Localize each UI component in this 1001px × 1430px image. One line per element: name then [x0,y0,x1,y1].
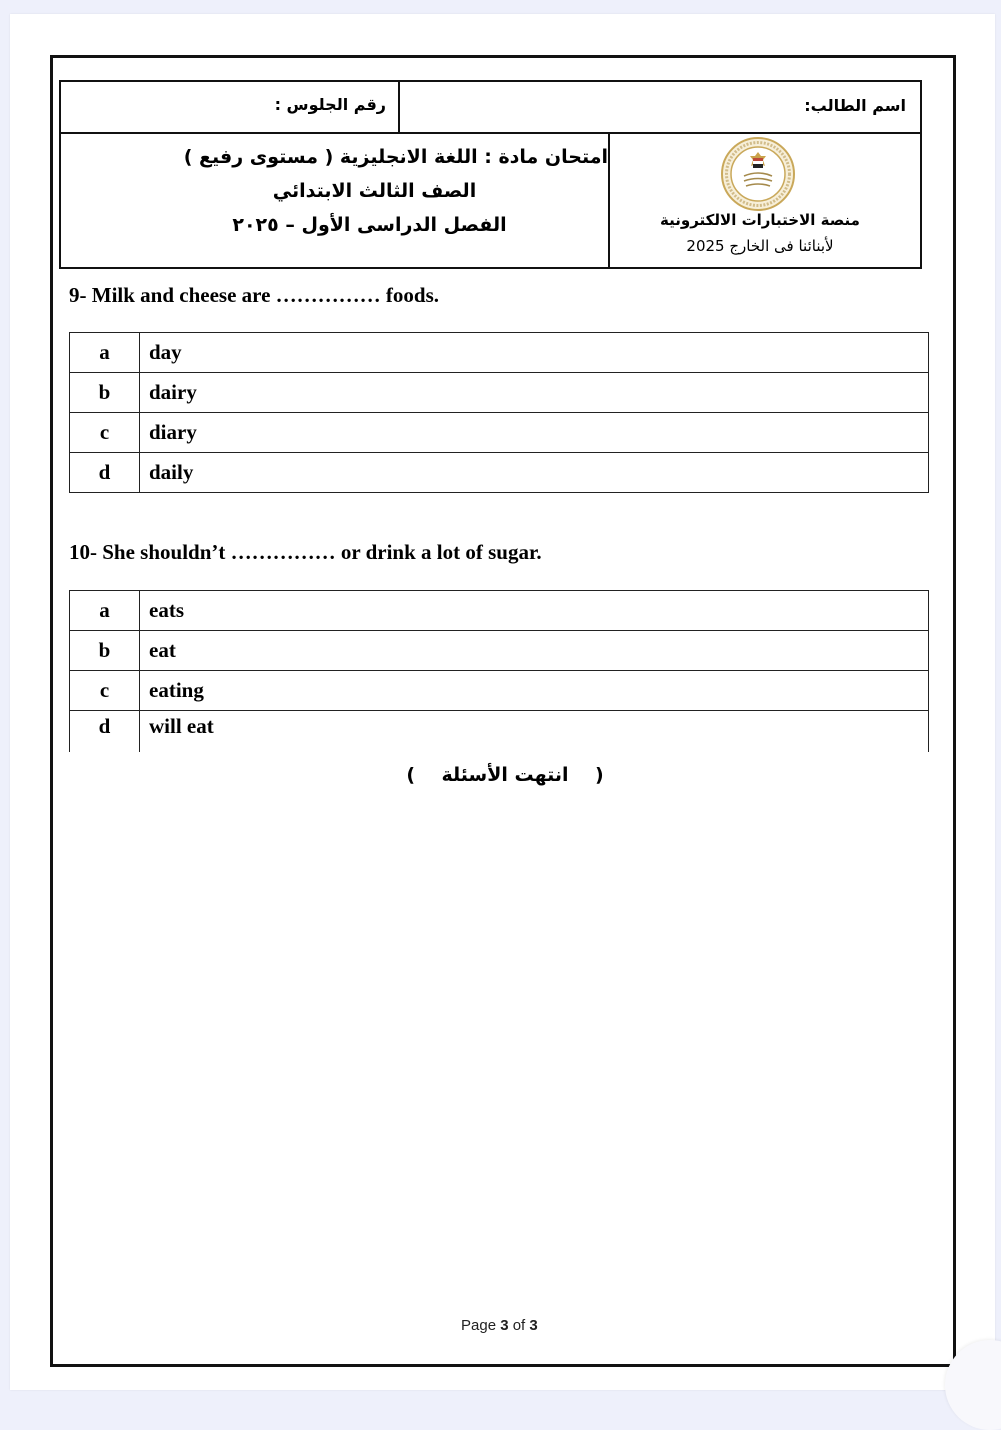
ministry-of-education-emblem-icon [720,136,796,212]
header-title-row [61,134,920,267]
option-letter: a [70,333,140,373]
option-row[interactable] [70,711,929,753]
exam-subject: امتحان مادة : اللغة الانجليزية ( مستوى رفيع ) [183,146,608,168]
option-row[interactable] [70,413,929,453]
option-letter: c [70,671,140,711]
exam-term: الفصل الدراسى الأول – ٢٠٢٥ [232,214,507,236]
page-separator: of [508,1317,530,1334]
seat-number-cell [61,82,400,132]
question-10-text: 10- She shouldn’t …………… or drink a lot of sugar. [69,540,542,564]
option-letter: c [70,413,140,453]
option-text: day [140,333,929,373]
option-letter: d [70,453,140,493]
current-page-number: 3 [500,1317,509,1334]
exam-title-cell [61,134,610,267]
question-10-options [69,590,929,752]
page-prefix: Page [461,1317,501,1334]
end-of-questions-note: ( انتهت الأسئلة ) [406,764,604,786]
student-name-label: اسم الطالب: [804,96,906,115]
option-row[interactable] [70,631,929,671]
option-row[interactable] [70,333,929,373]
header-info-row [61,82,920,134]
option-row[interactable] [70,373,929,413]
option-text: will eat [140,711,929,753]
option-row[interactable] [70,591,929,631]
platform-logo-cell [610,134,920,267]
option-text: eats [140,591,929,631]
option-text: diary [140,413,929,453]
option-letter: b [70,373,140,413]
option-letter: d [70,711,140,753]
platform-subtitle: لأبنائنا فى الخارج 2025 [686,237,834,255]
option-text: dairy [140,373,929,413]
option-text: daily [140,453,929,493]
exam-header-table [59,80,922,269]
option-letter: b [70,631,140,671]
question-9-text: 9- Milk and cheese are …………… foods. [69,283,440,307]
platform-name: منصة الاختبارات الالكترونية [660,211,860,229]
option-row[interactable] [70,453,929,493]
seat-number-label: رقم الجلوس : [274,95,386,114]
question-9-options [69,332,929,493]
option-row[interactable] [70,671,929,711]
option-letter: a [70,591,140,631]
page-number-footer [461,1317,538,1334]
option-text: eating [140,671,929,711]
option-text: eat [140,631,929,671]
exam-grade: الصف الثالث الابتدائي [272,180,477,202]
total-pages-number: 3 [529,1317,538,1334]
